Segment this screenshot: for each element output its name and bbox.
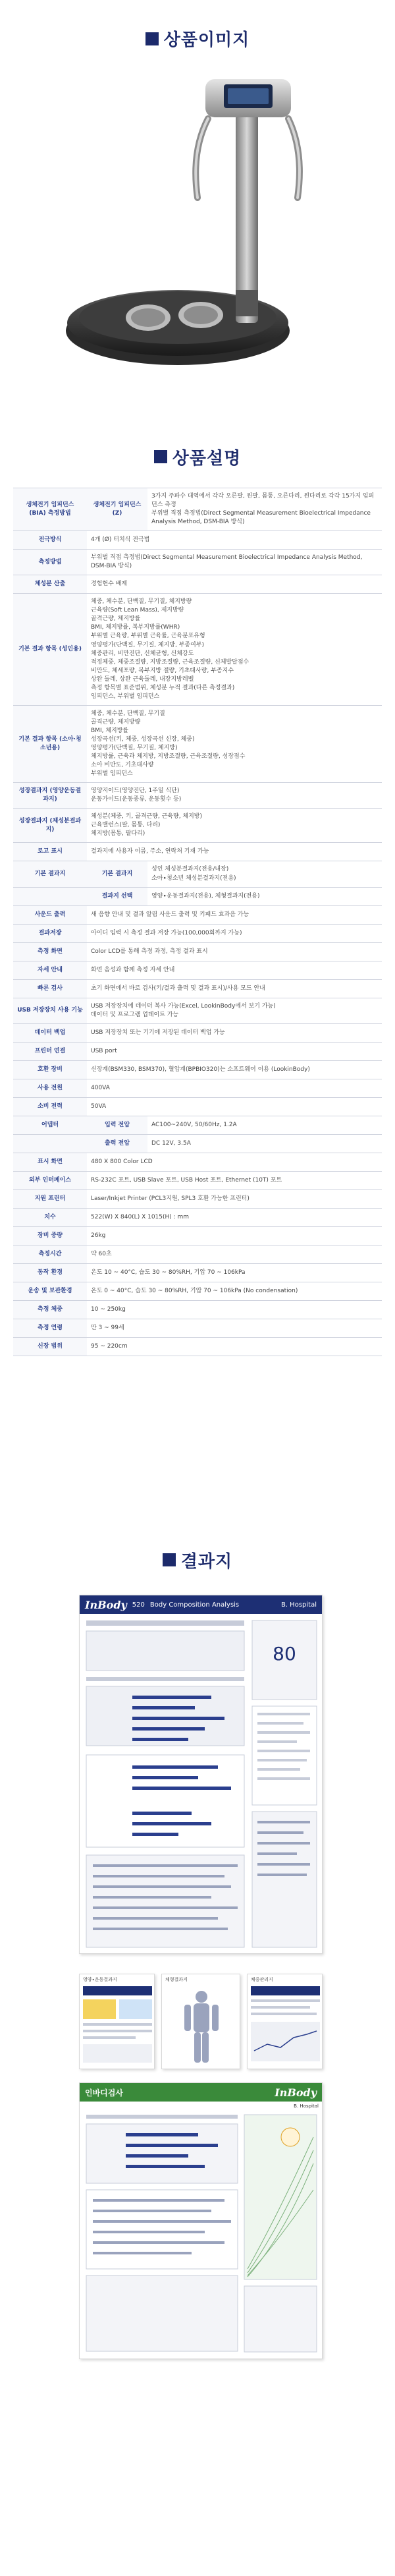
spec-label: 체성분 산출 — [13, 575, 87, 594]
spec-row — [13, 1153, 382, 1171]
spec-row — [13, 905, 382, 924]
spec-value: 480 X 800 Color LCD — [87, 1153, 382, 1171]
spec-row — [13, 594, 382, 706]
body-composition-analyzer-illustration — [0, 72, 395, 382]
spec-value: 체중, 체수분, 단백질, 무기질, 체지방량 근육량(Soft Lean Mass), 제지방량 골격근량, 체지방률 BMI, 체지방률, 복부지방률(WHR) 부위별 근육량, 부위별 근육률, 근육분포유형 영양평가(단백질, 무기질, 체지방, 부종여부) 체중관리, 비만진단, 신체균형, 신체강도 적정체중, 체중조절량, 지방조절량, 근육조절량, 신체발달점수 비만도, 체세포량, 복부지방 절량, 기초대사량, 부종지수 상완 둘레, 상완 근육둘레, 내장지방레벨 측정 항목별 표준범위, 체성분 누적 결과(다른 측정결과) 임피던스, 부위별 임피던스 — [87, 594, 382, 706]
spec-row — [13, 1097, 382, 1116]
spec-row — [13, 1208, 382, 1226]
spec-value: 95 ~ 220cm — [87, 1337, 382, 1356]
spec-value: 체성분(체중, 키, 골격근량, 근육량, 체지방) 근육밸런스(팔, 몸통, 다리) 체지방(몸통, 팔다리) — [87, 809, 382, 843]
spec-row — [13, 488, 382, 531]
result-sheet-section — [0, 1503, 395, 2576]
spec-value: 결과지에 사용자 이름, 주소, 연락처 기재 가능 — [87, 843, 382, 861]
spec-sublabel: 출력 전압 — [87, 1134, 147, 1153]
result-sheet-header — [80, 1595, 322, 1614]
spec-value: 4개 (Ø) 터치식 전극법 — [87, 531, 382, 550]
spec-value: 경험현수 배제 — [87, 575, 382, 594]
spec-row — [13, 1116, 382, 1134]
spec-label — [13, 1134, 87, 1153]
spec-row — [13, 924, 382, 942]
spec-value: Laser/Inkjet Printer (PCL3지원, SPL3 호환 가능한 프린터) — [87, 1189, 382, 1208]
model-number: 520 — [132, 1601, 145, 1609]
spec-label: 호환 장비 — [13, 1060, 87, 1079]
spec-value: 신장계(BSM330, BSM370), 혈압계(BPBIO320)는 소프트웨어 이용 (LookinBody) — [87, 1060, 382, 1079]
square-bullet-icon — [163, 1553, 176, 1566]
spec-label: 외부 인터페이스 — [13, 1171, 87, 1189]
square-bullet-icon — [154, 450, 167, 463]
spec-label: 자세 안내 — [13, 961, 87, 979]
product-image-heading — [0, 0, 395, 51]
product-image-title: 상품이미지 — [163, 30, 250, 50]
spec-value: 400VA — [87, 1079, 382, 1097]
spec-label: USB 저장장치 사용 기능 — [13, 998, 87, 1023]
product-spec-section — [0, 389, 395, 1503]
spec-row — [13, 809, 382, 843]
spec-value: 26kg — [87, 1226, 382, 1245]
spec-label: 기본 결과지 — [13, 861, 87, 887]
spec-label: 성장결과지 (체성분결과지) — [13, 809, 87, 843]
spec-value: Color LCD를 통해 측정 과정, 측정 결과 표시 — [87, 942, 382, 961]
spec-row — [13, 1226, 382, 1245]
hospital-name: B. Hospital — [280, 1601, 317, 1609]
child-sheet-title: 인바디검사 — [85, 2088, 123, 2098]
nutrition-exercise-sheet — [79, 1974, 155, 2069]
spec-row — [13, 1263, 382, 1282]
spec-row — [13, 1337, 382, 1356]
spec-value: 체중, 체수분, 단백질, 무기질 골격근량, 체지방량 BMI, 체지방률 성장곡선(키, 체중, 성장곡선 신장, 체중) 영양평가(단백질, 무기질, 체지방) 체지방률, 근육과 체지방, 지방조절량, 근육조절량, 성장점수 소아 비만도, 기초대사량 부위별 임피던스 — [87, 705, 382, 782]
spec-label: 소비 전력 — [13, 1097, 87, 1116]
spec-row — [13, 1060, 382, 1079]
spec-label: 결과저장 — [13, 924, 87, 942]
nutrition-sheet-content — [80, 1985, 155, 2067]
weight-sheet-content — [248, 1985, 323, 2067]
spec-label: 생체전기 임피던스 (BIA) 측정방법 — [13, 488, 87, 531]
spec-label: 로고 표시 — [13, 843, 87, 861]
spec-value: USB 저장장치에 데이터 복사 가능(Excel, LookinBody에서 보기 가능) 데이터 및 프로그램 업데이트 가능 — [87, 998, 382, 1023]
spec-label: 데이터 백업 — [13, 1023, 87, 1042]
spec-label: 신장 범위 — [13, 1337, 87, 1356]
spec-row — [13, 1042, 382, 1060]
spec-value: DC 12V, 3.5A — [147, 1134, 382, 1153]
spec-value: 약 60초 — [87, 1245, 382, 1263]
spec-label: 전극방식 — [13, 531, 87, 550]
spec-row — [13, 1134, 382, 1153]
spec-value: 초기 화면에서 바로 검사(키/결과 출력 및 결과 표시)/사용 모드 안내 — [87, 979, 382, 998]
spec-sublabel: 기본 결과지 — [87, 861, 147, 887]
spec-row — [13, 550, 382, 575]
inbody-logo: InBody — [85, 1598, 127, 1611]
spec-value: 성인 체성분결과지(전용/내장) 소아∙청소년 체성분결과지(전용) — [147, 861, 382, 887]
spec-value: 온도 0 ~ 40°C, 습도 30 ~ 80%RH, 기압 70 ~ 106kPa (No condensation) — [87, 1282, 382, 1300]
spec-row — [13, 998, 382, 1023]
product-image-section — [0, 0, 395, 389]
child-inbody-sheet — [79, 2082, 323, 2359]
svg-text:80: 80 — [273, 1643, 296, 1665]
body-shape-sheet-content — [162, 1985, 240, 2067]
spec-value: 영양지이드(영양진단, 1주일 식단) 운동가이드(운동종류, 운동횟수 등) — [87, 783, 382, 809]
spec-value: 522(W) X 840(L) X 1015(H) : mm — [87, 1208, 382, 1226]
spec-row — [13, 979, 382, 998]
spec-row — [13, 942, 382, 961]
spec-label: 성장결과지 (영양운동결과지) — [13, 783, 87, 809]
spec-label: 측정시간 — [13, 1245, 87, 1263]
spec-value: 영양∙운동결과지(전용), 체형결과지(전용) — [147, 887, 382, 905]
spec-row — [13, 1245, 382, 1263]
spec-row — [13, 961, 382, 979]
spec-row — [13, 1319, 382, 1337]
spec-value: 50VA — [87, 1097, 382, 1116]
result-sheet-content — [80, 1614, 323, 1953]
weight-management-sheet — [247, 1974, 323, 2069]
spec-value: 새 음향 안내 및 결과 알림 사운드 출력 및 키패드 효과음 가능 — [87, 905, 382, 924]
child-sheet-content — [80, 2111, 323, 2358]
spec-label: 장비 중량 — [13, 1226, 87, 1245]
spec-row — [13, 705, 382, 782]
spec-label: 측정 화면 — [13, 942, 87, 961]
spec-value: 10 ~ 250kg — [87, 1300, 382, 1319]
spec-label: 치수 — [13, 1208, 87, 1226]
spec-label — [13, 887, 87, 905]
product-spec-title: 상품설명 — [172, 448, 242, 469]
spec-label: 기본 결과 항목 (성인용) — [13, 594, 87, 706]
spec-label: 빠른 검사 — [13, 979, 87, 998]
spec-label: 지원 프린터 — [13, 1189, 87, 1208]
spec-label: 측정방법 — [13, 550, 87, 575]
spec-label: 사용 전원 — [13, 1079, 87, 1097]
spec-label: 기본 결과 항목 (소아∙청소년용) — [13, 705, 87, 782]
spec-row — [13, 861, 382, 887]
spec-value: 만 3 ~ 99세 — [87, 1319, 382, 1337]
nutrition-sheet-title: 영양∙운동결과지 — [83, 1977, 117, 1982]
spec-label: 측정 체중 — [13, 1300, 87, 1319]
spec-value: USB port — [87, 1042, 382, 1060]
spec-row — [13, 843, 382, 861]
spec-label: 운송 및 보관환경 — [13, 1282, 87, 1300]
spec-row — [13, 1023, 382, 1042]
spec-value: USB 저장장치 또는 기기에 저장된 데이터 백업 가능 — [87, 1023, 382, 1042]
spec-row — [13, 1282, 382, 1300]
spec-sublabel: 생체전기 임피던스(Z) — [87, 488, 147, 531]
result-sheet-title: 결과지 — [180, 1551, 233, 1572]
spec-row — [13, 1171, 382, 1189]
spec-row — [13, 575, 382, 594]
body-shape-sheet-title: 체형결과지 — [165, 1977, 188, 1982]
square-bullet-icon — [145, 32, 159, 45]
spec-label: 측정 연령 — [13, 1319, 87, 1337]
spec-value: RS-232C 포트, USB Slave 포트, USB Host 포트, Ethernet (10T) 포트 — [87, 1171, 382, 1189]
spec-label: 사운드 출력 — [13, 905, 87, 924]
spec-row — [13, 1189, 382, 1208]
spec-table — [13, 488, 382, 1356]
weight-sheet-title: 체중관리지 — [251, 1977, 273, 1982]
spec-value: 온도 10 ~ 40°C, 습도 30 ~ 80%RH, 기압 70 ~ 106kPa — [87, 1263, 382, 1282]
child-sheet-header — [80, 2083, 322, 2102]
spec-value: 부위별 직접 측정법(Direct Segmental Measurement Bioelectrical Impedance Analysis Method, DSM-BIA 방식) — [87, 550, 382, 575]
spec-label: 프린터 연결 — [13, 1042, 87, 1060]
spec-row — [13, 1079, 382, 1097]
spec-row — [13, 887, 382, 905]
spec-sublabel: 입력 전압 — [87, 1116, 147, 1134]
product-photo — [0, 72, 395, 382]
spec-value: 아이디 입력 시 측정 결과 저장 가능(100,000회까지 가능) — [87, 924, 382, 942]
body-shape-sheet — [161, 1974, 240, 2069]
spec-value: 화면 음성과 함께 측정 자세 안내 — [87, 961, 382, 979]
inbody-result-sheet — [79, 1595, 323, 1954]
sheet-subtitle: Body Composition Analysis — [149, 1601, 240, 1609]
result-sheet-heading — [0, 1503, 395, 1588]
child-sheet-hospital: B. Hospital — [294, 2104, 319, 2109]
spec-row — [13, 783, 382, 809]
spec-label: 어댑터 — [13, 1116, 87, 1134]
spec-row — [13, 1300, 382, 1319]
spec-sublabel: 결과지 선택 — [87, 887, 147, 905]
spec-value: 3가지 주파수 대역에서 각각 오른팔, 왼팔, 몸통, 오른다리, 왼다리로 각각 15가지 임피던스 측정 부위별 직접 측정법(Direct Segmental Measurement Bioelectrical Impedance Analysis Method, DSM-BIA 방식) — [147, 488, 382, 531]
spec-label: 동작 환경 — [13, 1263, 87, 1282]
spec-label: 표시 화면 — [13, 1153, 87, 1171]
product-spec-heading — [0, 389, 395, 488]
spec-row — [13, 531, 382, 550]
inbody-logo-small: InBody — [275, 2086, 317, 2099]
spec-value: AC100~240V, 50/60Hz, 1.2A — [147, 1116, 382, 1134]
